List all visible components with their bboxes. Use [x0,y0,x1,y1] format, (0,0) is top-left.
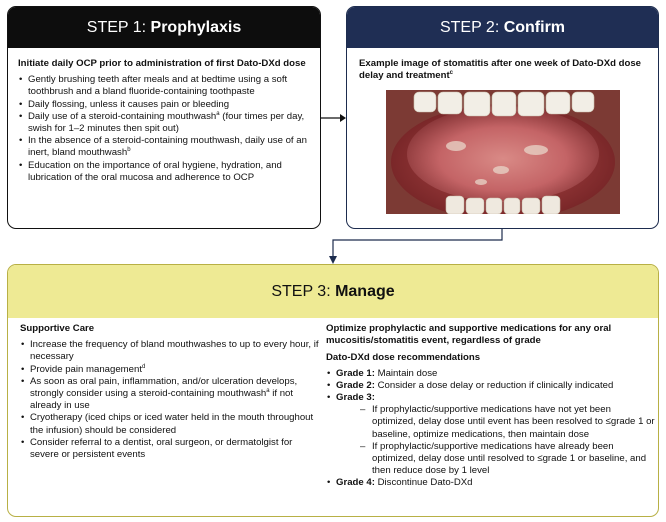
grade-4-item [326,477,656,489]
grade-text: Maintain dose [374,367,438,379]
grade-text: Consider a dose delay or reduction if clinically indicated [374,379,614,391]
list-item [18,160,310,184]
list-item-text: Daily use of a steroid-containing mouthwash [28,110,217,122]
list-item [20,412,320,436]
step2-prefix: STEP 2: [439,19,504,36]
grade-2-item [326,380,656,392]
grade-text: Discontinue Dato-DXd [374,477,473,489]
step1-list [18,74,310,184]
supportive-care-column [20,323,320,461]
list-item-text: Gently brushing teeth after meals and at bedtime using a soft toothbrush and a bland fluoride-containing toothpaste [28,74,288,98]
supportive-care-title: Supportive Care [20,323,95,334]
list-item-text: Education on the importance of oral hygiene, hydration, and lubrication of the oral mucosa and adherence to OCP [28,159,282,183]
step3-manage-box [7,264,659,517]
list-item-text: Increase the frequency of bland mouthwashes to up to every hour, if necessary [30,339,319,363]
list-item-text: In the absence of a steroid-containing mouthwash, daily use of an inert, bland mouthwash [28,135,307,159]
grade-3-item [326,392,656,477]
grade-3-sublist [360,404,656,477]
list-item [18,99,310,111]
list-item-text: Provide pain management [30,363,142,375]
step1-prophylaxis-box [7,6,321,229]
list-item-text: if not already in use [30,388,294,412]
step2-title [359,58,646,82]
step1-name: Prophylaxis [150,19,242,36]
list-item [20,376,320,413]
list-item-text: As soon as oral pain, inflammation, and/or ulceration develops, strongly consider using a steroid-containing mouthwash [30,375,298,400]
grade-label: Grade 2: [336,379,375,391]
list-item [18,74,310,98]
dose-recommendations-column [326,323,656,490]
footnote-marker: a [266,387,270,394]
mouth-image [386,90,620,214]
list-item-text: Consider referral to a dentist, oral surgeon, or dermatolgist for severe or persistent events [30,436,293,461]
grade-label: Grade 4: [336,477,375,489]
arrow-step2-to-step3 [329,229,502,264]
step2-confirm-box [346,6,659,229]
footnote-marker: a [216,110,220,117]
step1-body [8,48,320,184]
stomatitis-photo [386,90,620,214]
list-item [18,135,310,159]
footnote-marker: c [449,70,453,77]
grade-label: Grade 3: [336,392,375,404]
list-item [20,339,320,363]
step2-body [347,48,658,214]
list-item [18,111,310,135]
step2-title-text: Example image of stomatitis after one week of Dato-DXd dose delay and treatment [359,58,642,82]
step2-name: Confirm [503,19,566,36]
list-item [20,364,320,376]
step3-header [8,265,658,318]
step3-prefix: STEP 3: [271,283,336,300]
step1-header [8,7,320,48]
step1-title: Initiate daily OCP prior to administration of first Dato-DXd dose [18,58,306,69]
grade-label: Grade 1: [336,367,375,379]
list-item-text: (four times per day, swish for 1–2 minutes then spit out) [28,110,305,135]
step1-prefix: STEP 1: [86,19,151,36]
list-item-text: Cryotherapy (iced chips or iced water held in the mouth throughout the infusion) should be considered [30,412,314,436]
footnote-marker: d [142,363,146,370]
arrow-step1-to-step2 [321,114,346,122]
list-item [20,437,320,461]
list-item [360,404,656,441]
list-item-text: If prophylactic/supportive medications have already been optimized, delay dose until resolved to ≤grade 1 or baseline, and then reduce dose by 1 level [372,440,647,477]
step2-header [347,7,658,48]
grade-list [326,368,656,490]
step3-name: Manage [335,283,395,300]
list-item-text: If prophylactic/supportive medications have not yet been optimized, delay dose until event has been resolved to ≤grade 1 or baseline, optimize medications, then maintain dose [372,404,655,440]
list-item-text: Daily flossing, unless it causes pain or bleeding [28,98,230,110]
list-item [360,441,656,478]
grade-1-item [326,368,656,380]
optimize-title: Optimize prophylactic and supportive medications for any oral mucositis/stomatitis event, regardless of grade [326,323,612,347]
footnote-marker: b [127,147,131,154]
dose-recommendations-subtitle: Dato-DXd dose recommendations [326,352,481,364]
supportive-care-list [20,339,320,461]
